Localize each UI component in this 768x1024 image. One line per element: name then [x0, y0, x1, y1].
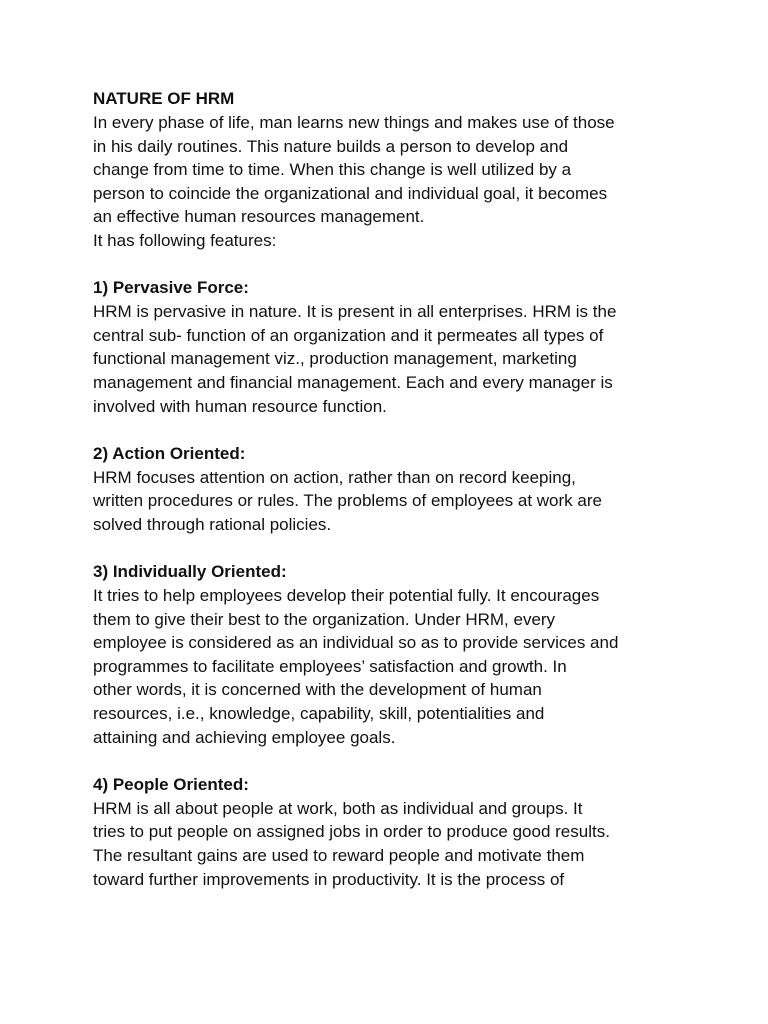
paragraph-line: involved with human resource function.: [93, 396, 387, 416]
intro-line: In every phase of life, man learns new things and makes use of those: [93, 113, 615, 132]
section-paragraph: [93, 797, 708, 891]
paragraph-line: It tries to help employees develop their potential fully. It encourages: [93, 586, 600, 606]
paragraph-line: management and financial management. Each and every manager is: [93, 372, 613, 392]
paragraph-line: HRM is all about people at work, both as individual and groups. It: [93, 798, 583, 818]
paragraph-line: employee is considered as an individual so as to provide services and: [93, 633, 619, 653]
paragraph-line: HRM focuses attention on action, rather than on record keeping,: [93, 467, 576, 487]
section-pervasive-force: [93, 276, 708, 418]
intro-line: person to coincide the organizational and individual goal, it becomes: [93, 183, 608, 203]
paragraph-line: HRM is pervasive in nature. It is present in all enterprises. HRM is the: [93, 302, 617, 322]
intro-line: change from time to time. When this change is well utilized by a: [93, 160, 572, 180]
paragraph-line: attaining and achieving employee goals.: [93, 727, 396, 747]
paragraph-line: them to give their best to the organization. Under HRM, every: [93, 609, 556, 629]
paragraph-line: toward further improvements in productivity. It is the process of: [93, 869, 565, 889]
paragraph-line: written procedures or rules. The problems of employees at work are: [93, 491, 602, 511]
paragraph-line: tries to put people on assigned jobs in order to produce good results.: [93, 822, 610, 842]
paragraph-line: programmes to facilitate employees’ satisfaction and growth. In: [93, 656, 567, 676]
paragraph-line: solved through rational policies.: [93, 514, 332, 534]
intro-paragraph: [93, 111, 708, 229]
section-heading: 2) Action Oriented:: [93, 443, 246, 463]
document-title: NATURE OF HRM: [93, 89, 235, 108]
section-action-oriented: [93, 442, 708, 537]
paragraph-line: The resultant gains are used to reward people and motivate them: [93, 846, 585, 866]
section-paragraph: [93, 300, 708, 418]
intro-line: in his daily routines. This nature builds a person to develop and: [93, 136, 569, 156]
section-paragraph: [93, 584, 708, 749]
section-people-oriented: [93, 773, 708, 891]
section-heading: 1) Pervasive Force:: [93, 278, 249, 298]
features-intro: It has following features:: [93, 230, 277, 250]
section-individually-oriented: [93, 560, 708, 749]
section-heading: 4) People Oriented:: [93, 774, 249, 794]
paragraph-line: other words, it is concerned with the development of human: [93, 680, 542, 700]
section-paragraph: [93, 466, 708, 537]
section-heading: 3) Individually Oriented:: [93, 562, 287, 582]
paragraph-line: central sub- function of an organization and it permeates all types of: [93, 325, 604, 345]
intro-line: an effective human resources management.: [93, 207, 425, 227]
paragraph-line: resources, i.e., knowledge, capability, skill, potentialities and: [93, 704, 545, 724]
paragraph-line: functional management viz., production management, marketing: [93, 349, 577, 369]
